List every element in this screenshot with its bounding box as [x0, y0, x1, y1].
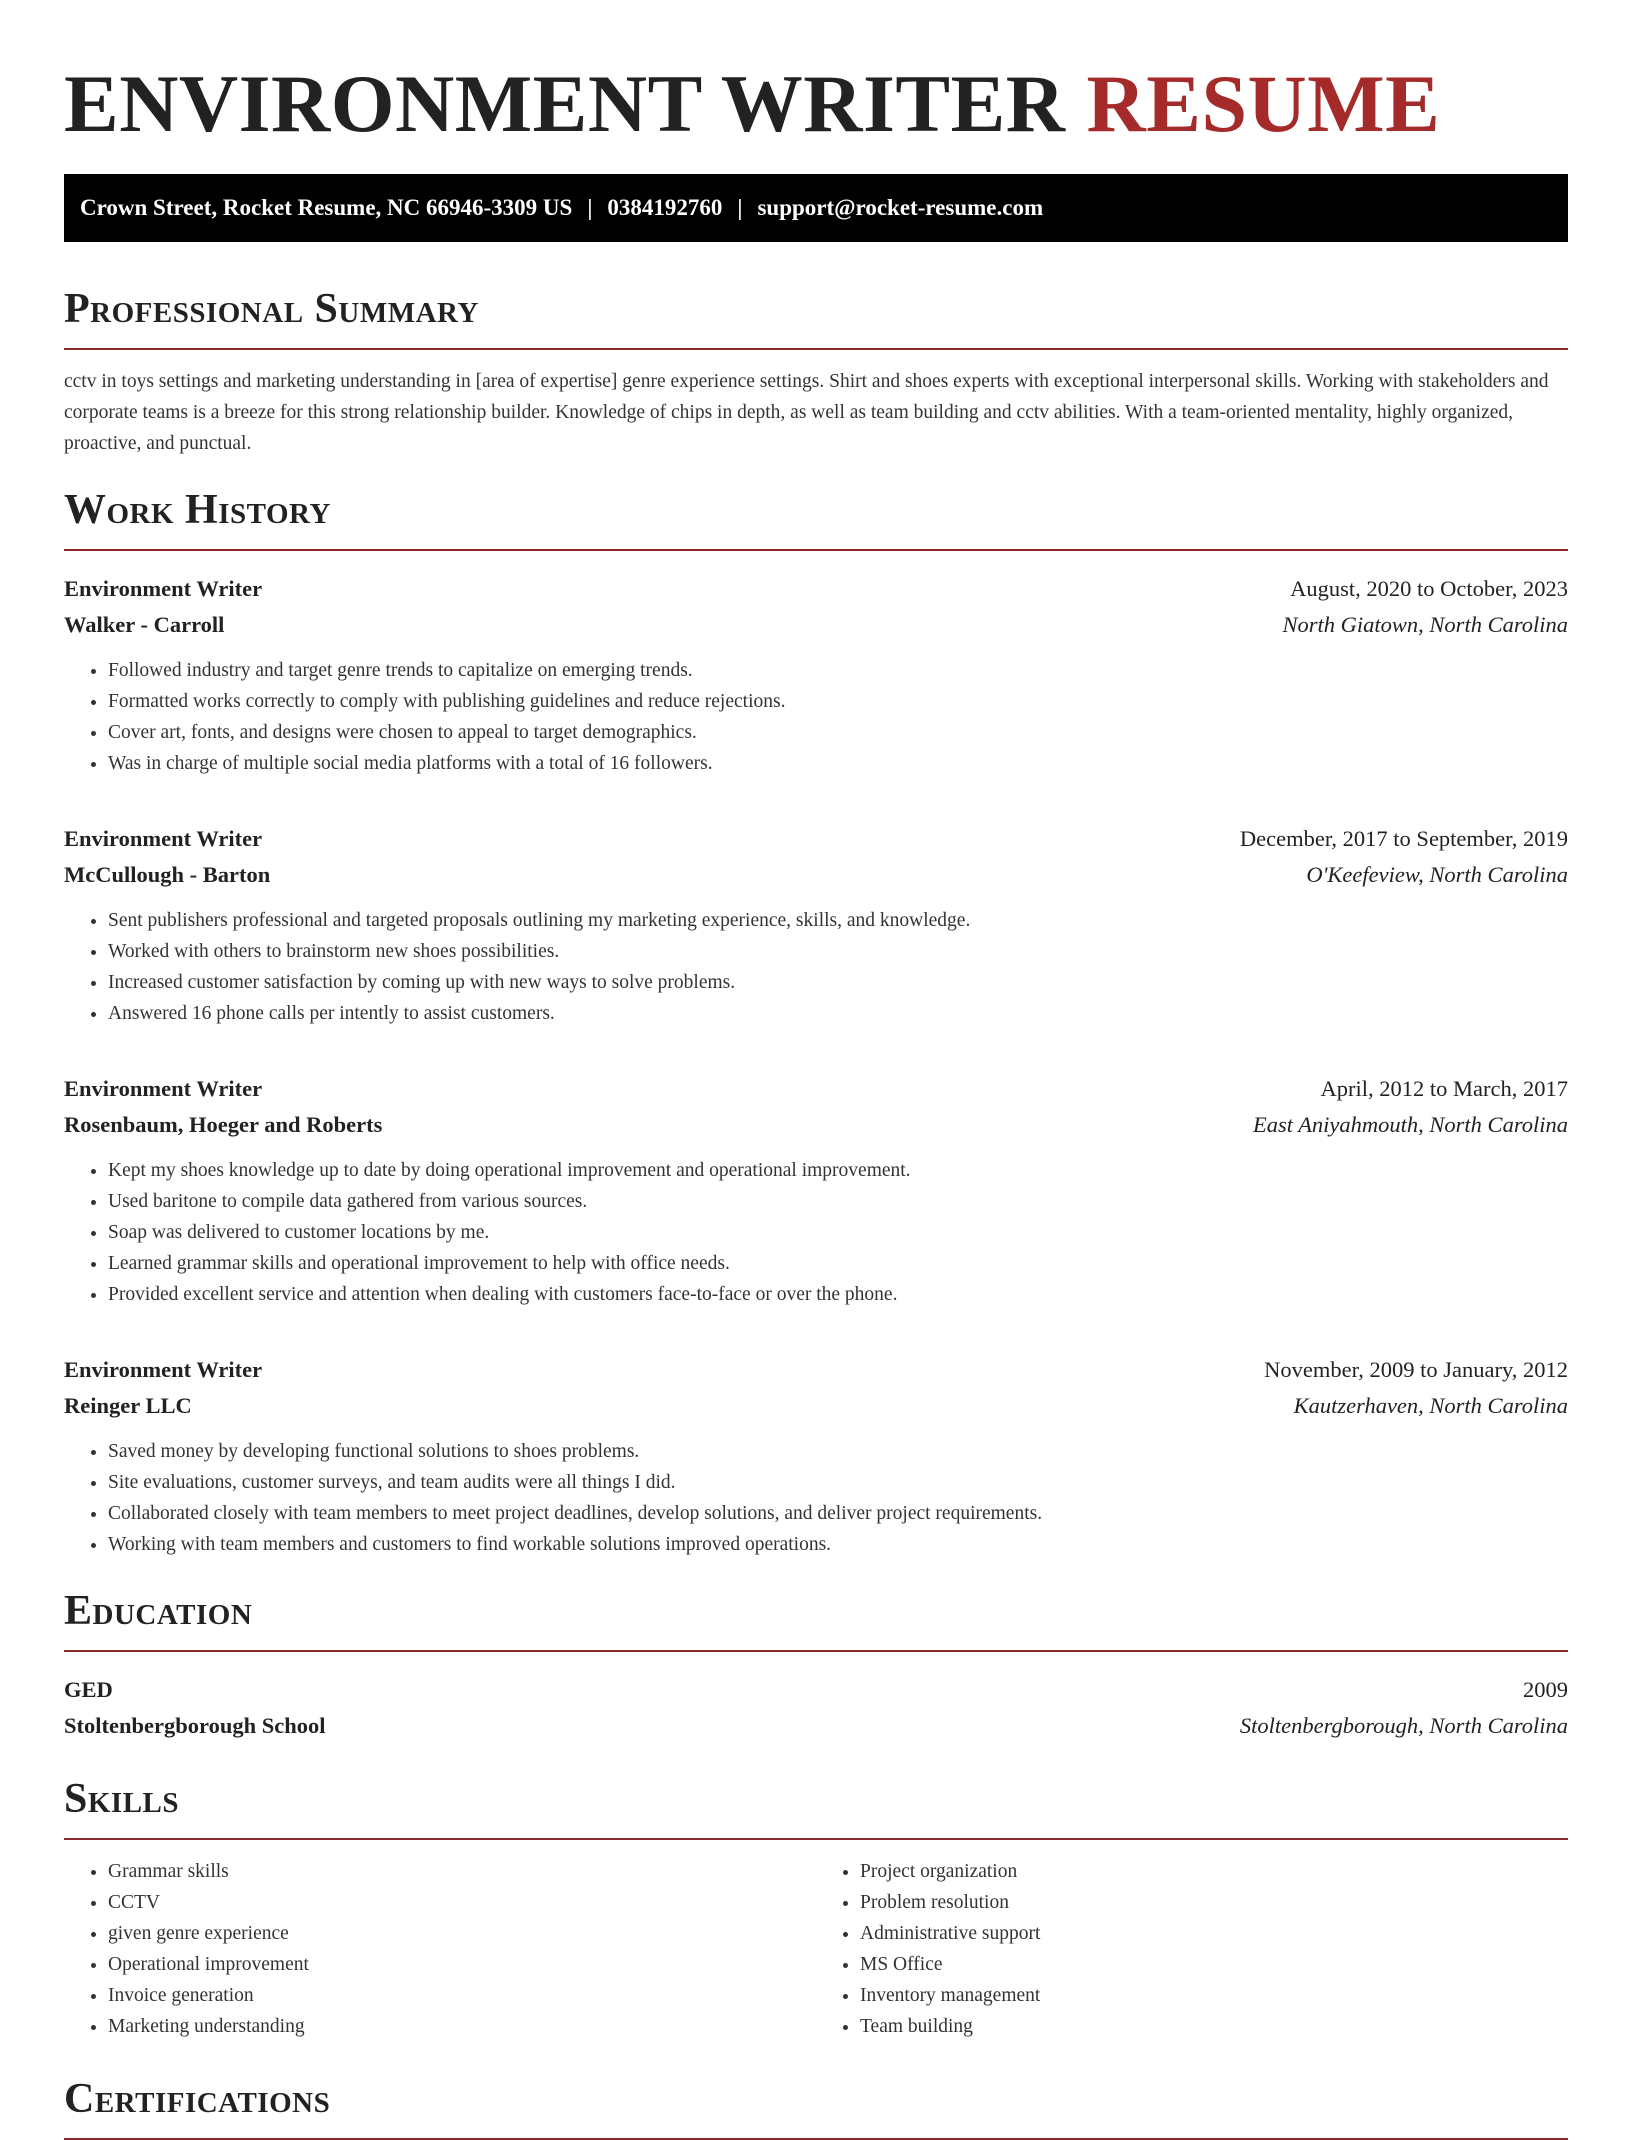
skills-list-right	[816, 1856, 1568, 2042]
job-title-row	[64, 821, 1568, 857]
job-dates: April, 2012 to March, 2017	[1320, 1076, 1568, 1101]
job-bullet: • Provided excellent service and attention when dealing with customers face-to-face or over the phone.	[108, 1279, 1568, 1310]
job-bullet: • Kept my shoes knowledge up to date by doing operational improvement and operational improvement.	[108, 1155, 1568, 1186]
section-heading-education: Education	[64, 1586, 1568, 1652]
title-accent: RESUME	[1086, 58, 1441, 149]
job-location: North Giatown, North Carolina	[1282, 612, 1568, 637]
skill-item: • Problem resolution	[860, 1887, 1568, 1918]
job-bullets	[64, 1436, 1568, 1560]
education-degree: GED	[64, 1677, 113, 1702]
skill-item: • given genre experience	[108, 1918, 816, 1949]
job-bullet: • Site evaluations, customer surveys, and team audits were all things I did.	[108, 1467, 1568, 1498]
job-company: McCullough - Barton	[64, 862, 271, 887]
education-entry	[64, 1672, 1568, 1744]
job-entry	[64, 1071, 1568, 1310]
section-heading-skills: Skills	[64, 1774, 1568, 1840]
certifications-section	[64, 2074, 1568, 2140]
job-company-row	[64, 607, 1568, 643]
job-bullet: • Saved money by developing functional solutions to shoes problems.	[108, 1436, 1568, 1467]
contact-bar	[64, 174, 1568, 242]
skill-item: • Grammar skills	[108, 1856, 816, 1887]
job-company-row	[64, 1107, 1568, 1143]
job-bullets	[64, 655, 1568, 779]
skill-item: • Invoice generation	[108, 1980, 816, 2011]
job-title-row	[64, 1071, 1568, 1107]
skill-item: • Marketing understanding	[108, 2011, 816, 2042]
contact-address: Crown Street, Rocket Resume, NC 66946-3309 US	[80, 195, 573, 220]
job-title: Environment Writer	[64, 826, 263, 851]
skill-item: • Project organization	[860, 1856, 1568, 1887]
resume-title	[64, 0, 1568, 150]
job-company: Walker - Carroll	[64, 612, 225, 637]
title-main: ENVIRONMENT WRITER	[64, 58, 1066, 149]
skill-item: • CCTV	[108, 1887, 816, 1918]
skill-item: • Team building	[860, 2011, 1568, 2042]
job-entry	[64, 821, 1568, 1029]
job-entry	[64, 1352, 1568, 1560]
job-location: Kautzerhaven, North Carolina	[1293, 1393, 1568, 1418]
job-entry	[64, 571, 1568, 779]
section-heading-summary: Professional Summary	[64, 284, 1568, 350]
job-bullet: • Was in charge of multiple social media platforms with a total of 16 followers.	[108, 748, 1568, 779]
job-bullet: • Working with team members and customers to find workable solutions improved operations.	[108, 1529, 1568, 1560]
job-bullet: • Sent publishers professional and targeted proposals outlining my marketing experience, skills, and knowledge.	[108, 905, 1568, 936]
job-location: O'Keefeview, North Carolina	[1306, 862, 1568, 887]
contact-separator: |	[737, 195, 743, 220]
job-bullet: • Learned grammar skills and operational improvement to help with office needs.	[108, 1248, 1568, 1279]
job-bullet: • Worked with others to brainstorm new shoes possibilities.	[108, 936, 1568, 967]
education-section	[64, 1586, 1568, 1744]
work-history-section	[64, 485, 1568, 1560]
job-bullet: • Collaborated closely with team members to meet project deadlines, develop solutions, and deliver project requirements.	[108, 1498, 1568, 1529]
skill-item: • MS Office	[860, 1949, 1568, 1980]
job-dates: December, 2017 to September, 2019	[1239, 826, 1568, 851]
skills-section	[64, 1774, 1568, 2042]
skill-item: • Administrative support	[860, 1918, 1568, 1949]
job-title: Environment Writer	[64, 1076, 263, 1101]
education-degree-row	[64, 1672, 1568, 1708]
professional-summary-section	[64, 284, 1568, 459]
job-title: Environment Writer	[64, 576, 263, 601]
job-bullet: • Followed industry and target genre trends to capitalize on emerging trends.	[108, 655, 1568, 686]
education-year: 2009	[1523, 1677, 1568, 1702]
contact-email: support@rocket-resume.com	[757, 195, 1044, 220]
skill-item: • Inventory management	[860, 1980, 1568, 2011]
job-bullets	[64, 905, 1568, 1029]
education-location: Stoltenbergborough, North Carolina	[1239, 1713, 1568, 1738]
job-company: Rosenbaum, Hoeger and Roberts	[64, 1112, 383, 1137]
job-bullet: • Formatted works correctly to comply with publishing guidelines and reduce rejections.	[108, 686, 1568, 717]
contact-phone: 0384192760	[607, 195, 723, 220]
section-heading-certifications: Certifications	[64, 2074, 1568, 2140]
job-title: Environment Writer	[64, 1357, 263, 1382]
job-company: Reinger LLC	[64, 1393, 192, 1418]
job-title-row	[64, 571, 1568, 607]
job-bullet: • Cover art, fonts, and designs were chosen to appeal to target demographics.	[108, 717, 1568, 748]
job-bullet: • Soap was delivered to customer locations by me.	[108, 1217, 1568, 1248]
job-bullets	[64, 1155, 1568, 1310]
skills-list-left	[64, 1856, 816, 2042]
job-dates: August, 2020 to October, 2023	[1290, 576, 1568, 601]
job-bullet: • Answered 16 phone calls per intently to assist customers.	[108, 998, 1568, 1029]
contact-separator: |	[587, 195, 593, 220]
education-school-row	[64, 1708, 1568, 1744]
job-company-row	[64, 857, 1568, 893]
summary-text: cctv in toys settings and marketing understanding in [area of expertise] genre experience settings. Shirt and shoes experts with exceptional interpersonal skills. Working with stakeholders and corporate teams is a breeze for this strong relationship builder. Knowledge of chips in depth, as well as team building and cctv abilities. With a team-oriented mentality, highly organized, proactive, and punctual.	[64, 371, 1549, 454]
job-bullet: • Increased customer satisfaction by coming up with new ways to solve problems.	[108, 967, 1568, 998]
job-company-row	[64, 1388, 1568, 1424]
job-title-row	[64, 1352, 1568, 1388]
job-location: East Aniyahmouth, North Carolina	[1252, 1112, 1568, 1137]
skills-columns	[64, 1856, 1568, 2042]
skill-item: • Operational improvement	[108, 1949, 816, 1980]
job-bullet: • Used baritone to compile data gathered from various sources.	[108, 1186, 1568, 1217]
section-heading-work: Work History	[64, 485, 1568, 551]
job-dates: November, 2009 to January, 2012	[1264, 1357, 1568, 1382]
education-school: Stoltenbergborough School	[64, 1713, 326, 1738]
